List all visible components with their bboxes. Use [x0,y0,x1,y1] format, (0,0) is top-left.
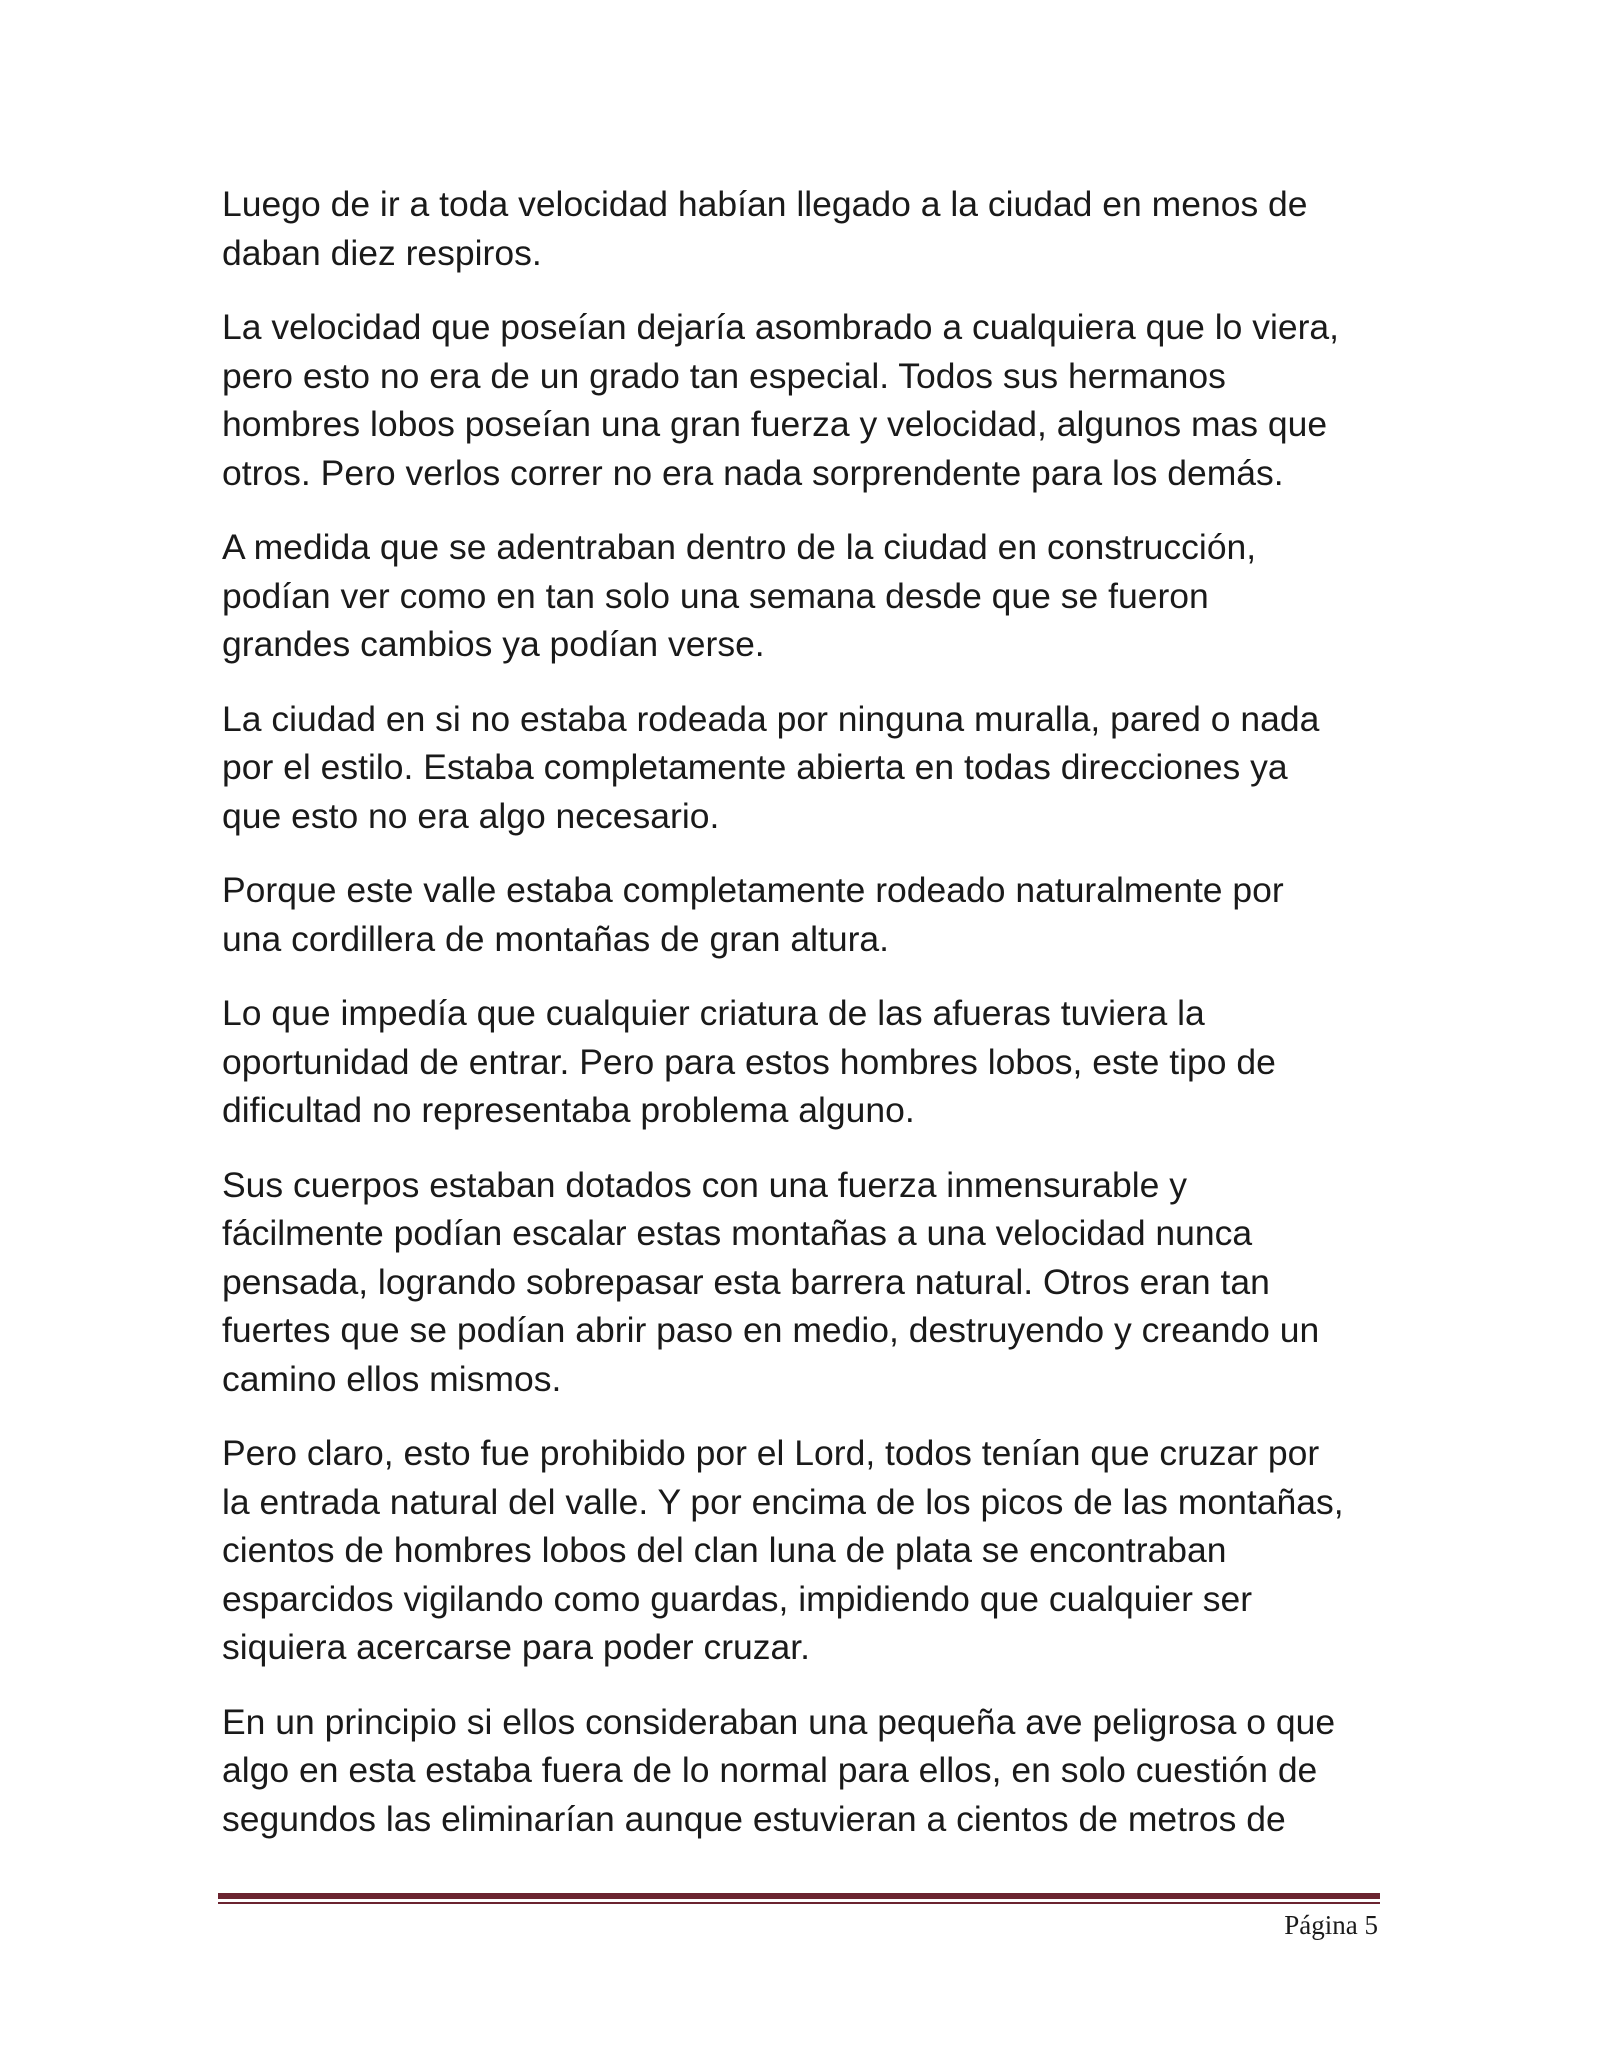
paragraph-9: En un principio si ellos consideraban una pequeña ave peligrosa o que algo en esta estaba fuera de lo normal para ellos, en solo cuestión de segundos las eliminarían aunque estuvieran a cientos de metros de [222,1701,1336,1839]
footer-rule-thin [218,1902,1380,1904]
paragraph-1: Luego de ir a toda velocidad habían llegado a la ciudad en menos de daban diez respiros. [222,184,1308,273]
page-number: Página 5 [1284,1910,1378,1940]
paragraph-8: Pero claro, esto fue prohibido por el Lord, todos tenían que cruzar por la entrada natural del valle. Y por encima de los picos de las montañas, cientos de hombres lobos del clan luna de plata se encontraban esparcidos vigilando como guardas, impidiendo que cualquier ser siquiera acercarse para poder cruzar. [222,1433,1344,1667]
paragraph-6: Lo que impedía que cualquier criatura de las afueras tuviera la oportunidad de entrar. Pero para estos hombres lobos, este tipo de dificultad no representaba problema alguno. [222,993,1276,1130]
footer-rule [218,1893,1380,1904]
body-text [222,180,1422,1869]
paragraph-2: La velocidad que poseían dejaría asombrado a cualquiera que lo viera, pero esto no era de un grado tan especial. Todos sus hermanos hombres lobos poseían una gran fuerza y velocidad, algunos mas que otros. Pero verlos correr no era nada sorprendente para los demás. [222,307,1340,493]
paragraph-5: Porque este valle estaba completamente rodeado naturalmente por una cordillera de montañas de gran altura. [222,870,1284,959]
paragraph-3: A medida que se adentraban dentro de la ciudad en construcción, podían ver como en tan solo una semana desde que se fueron grandes cambios ya podían verse. [222,527,1257,664]
paragraph-4: La ciudad en si no estaba rodeada por ninguna muralla, pared o nada por el estilo. Estaba completamente abierta en todas direcciones ya que esto no era algo necesario. [222,698,1320,836]
paragraph-7: Sus cuerpos estaban dotados con una fuerza inmensurable y fácilmente podían escalar estas montañas a una velocidad nunca pensada, logrando sobrepasar esta barrera natural. Otros eran tan fuertes que se podían abrir paso en medio, destruyendo y creando un camino ellos mismos. [222,1164,1320,1399]
